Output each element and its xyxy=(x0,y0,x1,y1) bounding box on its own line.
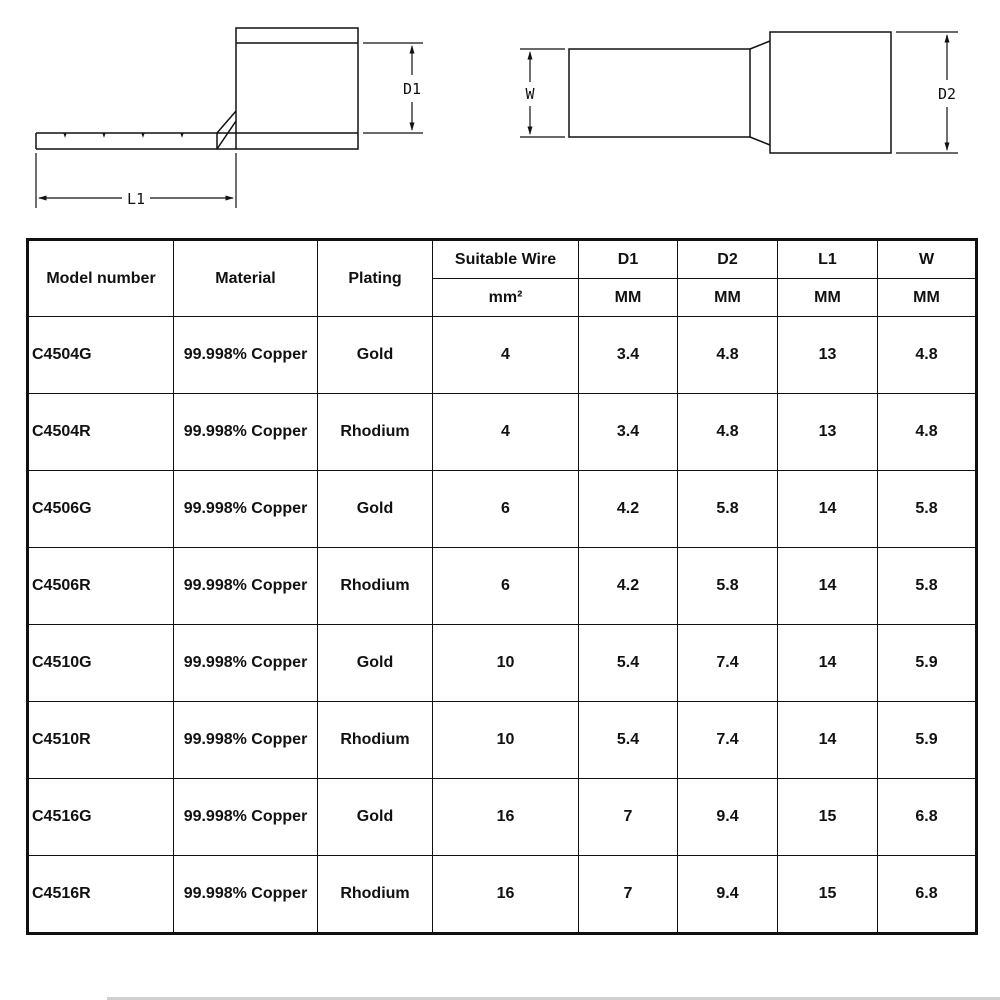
cell-wire: 16 xyxy=(433,856,579,934)
cell-material: 99.998% Copper xyxy=(174,548,318,625)
cell-wire: 6 xyxy=(433,471,579,548)
cell-material: 99.998% Copper xyxy=(174,471,318,548)
cell-d1: 4.2 xyxy=(579,548,678,625)
specification-table xyxy=(26,238,978,935)
header-l1: L1 xyxy=(778,240,878,279)
header-suitable-wire: Suitable Wire xyxy=(433,240,579,279)
unit-l1: MM xyxy=(778,279,878,317)
cell-w: 4.8 xyxy=(878,394,977,471)
cell-model: C4504R xyxy=(28,394,174,471)
cell-w: 5.9 xyxy=(878,625,977,702)
cell-d1: 5.4 xyxy=(579,625,678,702)
table-row xyxy=(28,471,977,548)
cell-l1: 13 xyxy=(778,317,878,394)
cell-d2: 4.8 xyxy=(678,317,778,394)
cell-d1: 4.2 xyxy=(579,471,678,548)
table-row xyxy=(28,625,977,702)
cell-plating: Gold xyxy=(318,317,433,394)
header-d1: D1 xyxy=(579,240,678,279)
cell-wire: 4 xyxy=(433,394,579,471)
cell-d2: 4.8 xyxy=(678,394,778,471)
cell-plating: Rhodium xyxy=(318,856,433,934)
cell-plating: Rhodium xyxy=(318,394,433,471)
cell-material: 99.998% Copper xyxy=(174,856,318,934)
cell-w: 5.9 xyxy=(878,702,977,779)
cell-wire: 6 xyxy=(433,548,579,625)
cell-l1: 14 xyxy=(778,702,878,779)
unit-d2: MM xyxy=(678,279,778,317)
w-dimension-label: W xyxy=(525,85,535,103)
cell-d1: 7 xyxy=(579,779,678,856)
cell-material: 99.998% Copper xyxy=(174,702,318,779)
table-row xyxy=(28,779,977,856)
unit-w: MM xyxy=(878,279,977,317)
header-row xyxy=(28,240,977,279)
cell-plating: Rhodium xyxy=(318,548,433,625)
cell-d2: 7.4 xyxy=(678,625,778,702)
cell-material: 99.998% Copper xyxy=(174,317,318,394)
cell-w: 6.8 xyxy=(878,856,977,934)
cell-model: C4510G xyxy=(28,625,174,702)
cell-wire: 10 xyxy=(433,625,579,702)
cell-plating: Gold xyxy=(318,779,433,856)
table-row xyxy=(28,548,977,625)
cell-l1: 14 xyxy=(778,471,878,548)
table-row xyxy=(28,702,977,779)
cell-l1: 15 xyxy=(778,856,878,934)
cell-d1: 5.4 xyxy=(579,702,678,779)
cell-material: 99.998% Copper xyxy=(174,779,318,856)
cell-model: C4506R xyxy=(28,548,174,625)
side-view-drawing xyxy=(36,28,423,208)
cell-wire: 16 xyxy=(433,779,579,856)
table-row xyxy=(28,394,977,471)
l1-dimension-label: L1 xyxy=(126,190,146,208)
cell-d1: 7 xyxy=(579,856,678,934)
cell-material: 99.998% Copper xyxy=(174,394,318,471)
cell-model: C4504G xyxy=(28,317,174,394)
cell-d2: 9.4 xyxy=(678,856,778,934)
cell-model: C4510R xyxy=(28,702,174,779)
cell-d2: 5.8 xyxy=(678,471,778,548)
header-plating: Plating xyxy=(318,240,433,317)
cell-l1: 14 xyxy=(778,548,878,625)
cell-model: C4506G xyxy=(28,471,174,548)
cell-w: 5.8 xyxy=(878,548,977,625)
cell-l1: 15 xyxy=(778,779,878,856)
header-w: W xyxy=(878,240,977,279)
d2-dimension-label: D2 xyxy=(937,85,957,103)
cell-w: 6.8 xyxy=(878,779,977,856)
cell-wire: 10 xyxy=(433,702,579,779)
cell-plating: Gold xyxy=(318,625,433,702)
cell-l1: 14 xyxy=(778,625,878,702)
table-row xyxy=(28,856,977,934)
cell-w: 4.8 xyxy=(878,317,977,394)
d1-dimension-label: D1 xyxy=(402,80,422,98)
header-d2: D2 xyxy=(678,240,778,279)
unit-wire: mm² xyxy=(433,279,579,317)
cell-d2: 5.8 xyxy=(678,548,778,625)
cell-model: C4516G xyxy=(28,779,174,856)
cell-plating: Gold xyxy=(318,471,433,548)
header-model-number: Model number xyxy=(28,240,174,317)
table-row xyxy=(28,317,977,394)
unit-d1: MM xyxy=(579,279,678,317)
cell-plating: Rhodium xyxy=(318,702,433,779)
header-material: Material xyxy=(174,240,318,317)
cell-wire: 4 xyxy=(433,317,579,394)
cell-l1: 13 xyxy=(778,394,878,471)
cell-d2: 9.4 xyxy=(678,779,778,856)
terminal-dimension-drawings xyxy=(0,0,1000,230)
cell-d1: 3.4 xyxy=(579,317,678,394)
top-view-drawing xyxy=(520,32,958,153)
cell-d1: 3.4 xyxy=(579,394,678,471)
cell-material: 99.998% Copper xyxy=(174,625,318,702)
cell-d2: 7.4 xyxy=(678,702,778,779)
cell-w: 5.8 xyxy=(878,471,977,548)
cell-model: C4516R xyxy=(28,856,174,934)
